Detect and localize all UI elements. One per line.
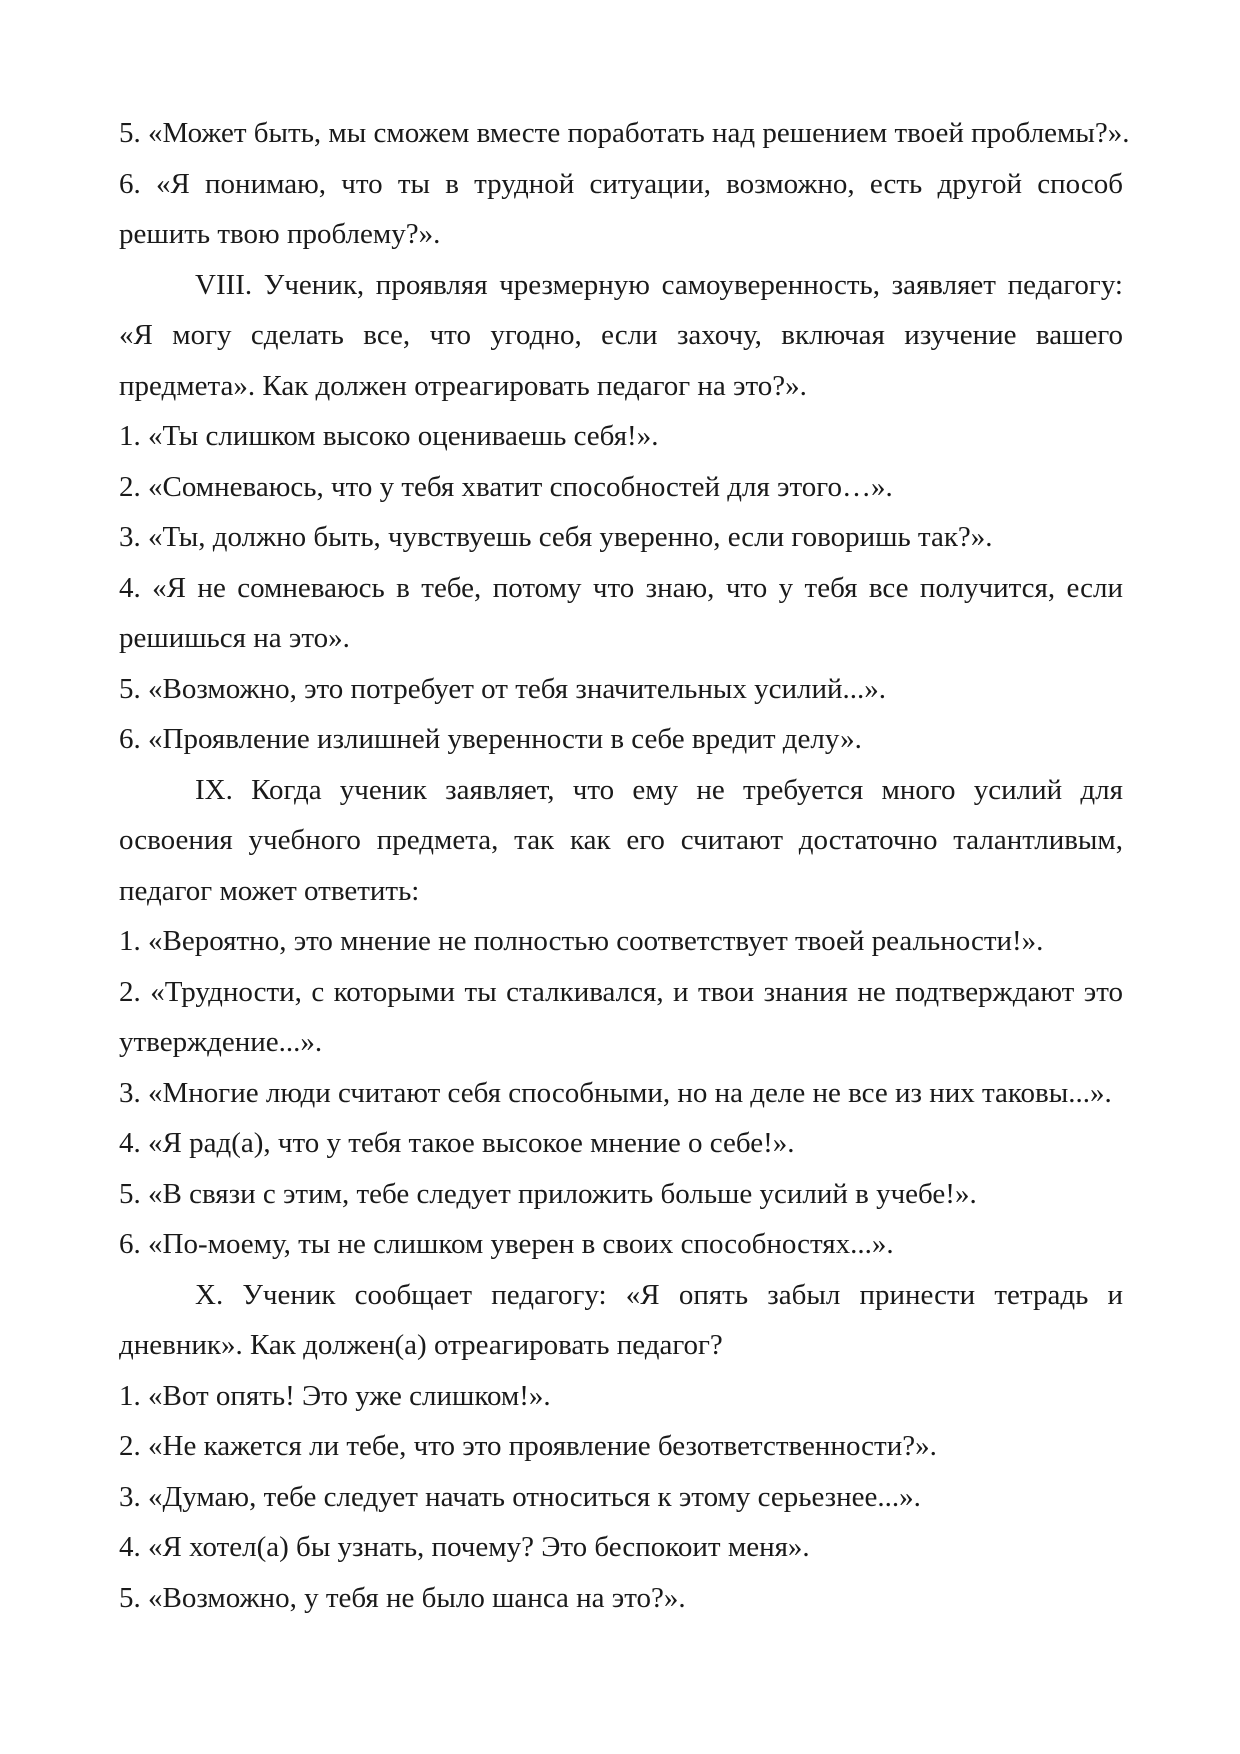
list-item: 6. «Проявление излишней уверенности в себе вредит делу». [119,723,862,755]
list-item: 2. «Сомневаюсь, что у тебя хватит способностей для этого…». [119,470,893,503]
list-item: 6. «По-моему, ты не слишком уверен в своих способностях...». [119,1228,894,1260]
list-item: 2. «Трудности, с которыми ты сталкивался, и твои знания не подтверждают это утверждение...». [119,975,1123,1058]
list-item: 1. «Вероятно, это мнение не полностью соответствует твоей реальности!». [119,925,1044,957]
list-item: 4. «Я рад(а), что у тебя такое высокое мнение о себе!». [119,1127,795,1159]
list-item: 1. «Вот опять! Это уже слишком!». [119,1379,551,1412]
list-item: 6. «Я понимаю, что ты в трудной ситуации, возможно, есть другой способ решить твою проблему?». [119,167,1123,250]
list-item: 1. «Ты слишком высоко оцениваешь себя!». [119,420,659,452]
list-item: 2. «Не кажется ли тебе, что это проявление безответственности?». [119,1430,937,1462]
list-item: 4. «Я не сомневаюсь в тебе, потому что знаю, что у тебя все получится, если решишься на это». [119,571,1123,654]
list-item: 5. «Возможно, у тебя не было шанса на это?». [119,1581,686,1614]
question-paragraph: IX. Когда ученик заявляет, что ему не требуется много усилий для освоения учебного предмета, так как его считают достаточно талантливым, педагог может ответить: [119,773,1123,907]
list-item: 3. «Ты, должно быть, чувствуешь себя уверенно, если говоришь так?». [119,521,993,553]
list-item: 5. «Возможно, это потребует от тебя значительных усилий...». [119,672,887,705]
question-paragraph: X. Ученик сообщает педагогу: «Я опять забыл принести тетрадь и дневник». Как должен(а) отреагировать педагог? [119,1278,1123,1361]
list-item: 5. «В связи с этим, тебе следует приложить больше усилий в учебе!». [119,1177,977,1210]
list-item: 4. «Я хотел(а) бы узнать, почему? Это беспокоит меня». [119,1531,810,1563]
document-page [119,108,1130,1623]
question-paragraph: VIII. Ученик, проявляя чрезмерную самоуверенность, заявляет педагогу: «Я могу сделать все, что угодно, если захочу, включая изучение вашего предмета». Как должен отреагировать педагог на это?». [119,268,1123,402]
list-item: 5. «Может быть, мы сможем вместе поработать над решением твоей проблемы?». [119,117,1130,149]
list-item: 3. «Многие люди считают себя способными, но на деле не все из них таковы...». [119,1076,1112,1109]
list-item: 3. «Думаю, тебе следует начать относиться к этому серьезнее...». [119,1480,921,1513]
